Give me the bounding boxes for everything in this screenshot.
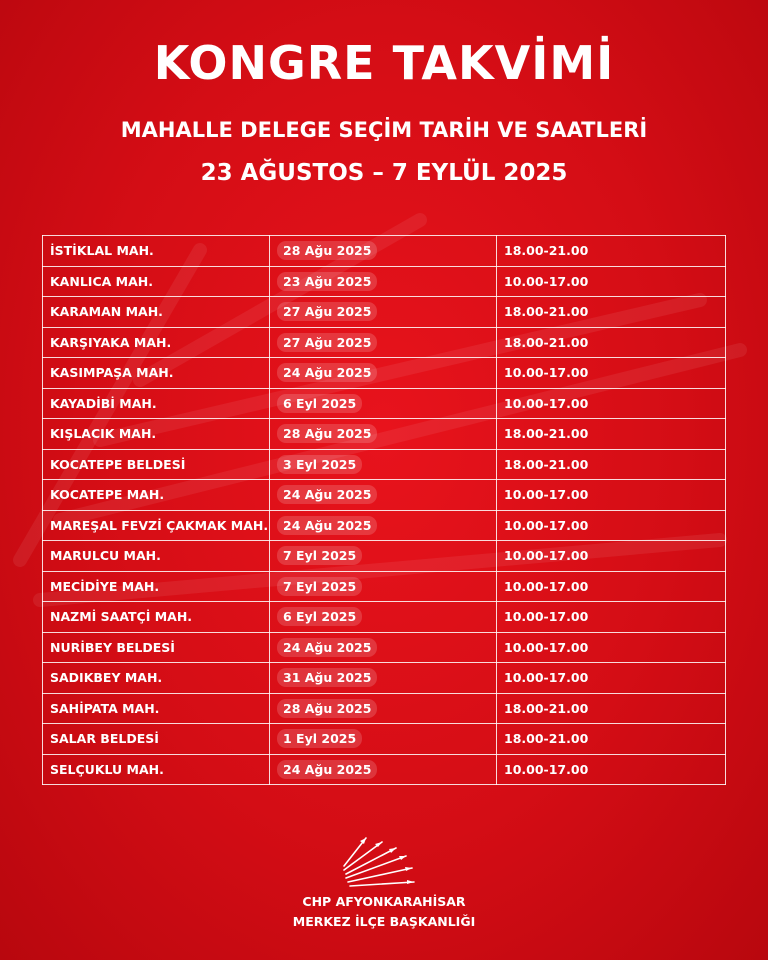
election-time: 18.00-21.00 <box>497 327 726 358</box>
election-time: 18.00-21.00 <box>497 236 726 267</box>
election-time: 10.00-17.00 <box>497 358 726 389</box>
election-time: 10.00-17.00 <box>497 388 726 419</box>
election-date-cell <box>270 663 497 694</box>
neighborhood-name: MECİDİYE MAH. <box>43 571 270 602</box>
election-time: 10.00-17.00 <box>497 480 726 511</box>
election-time: 18.00-21.00 <box>497 419 726 450</box>
neighborhood-name: KANLICA MAH. <box>43 266 270 297</box>
election-date: 6 Eyl 2025 <box>277 607 362 626</box>
table-row <box>43 571 726 602</box>
schedule-table <box>42 235 726 785</box>
election-date: 7 Eyl 2025 <box>277 546 362 565</box>
footer-organization: CHP AFYONKARAHİSAR <box>302 894 466 909</box>
election-date: 28 Ağu 2025 <box>277 424 377 443</box>
election-time: 10.00-17.00 <box>497 602 726 633</box>
election-time: 10.00-17.00 <box>497 510 726 541</box>
neighborhood-name: SAHİPATA MAH. <box>43 693 270 724</box>
election-time: 18.00-21.00 <box>497 449 726 480</box>
table-row <box>43 236 726 267</box>
table-row <box>43 693 726 724</box>
table-row <box>43 480 726 511</box>
neighborhood-name: KASIMPAŞA MAH. <box>43 358 270 389</box>
neighborhood-name: KOCATEPE MAH. <box>43 480 270 511</box>
election-date: 24 Ağu 2025 <box>277 638 377 657</box>
table-row <box>43 449 726 480</box>
election-date-cell <box>270 571 497 602</box>
table-row <box>43 388 726 419</box>
election-date-cell <box>270 266 497 297</box>
neighborhood-name: KARŞIYAKA MAH. <box>43 327 270 358</box>
date-range: 23 AĞUSTOS – 7 EYLÜL 2025 <box>200 160 568 186</box>
election-time: 10.00-17.00 <box>497 541 726 572</box>
election-date: 6 Eyl 2025 <box>277 394 362 413</box>
chp-six-arrows-icon <box>338 832 418 892</box>
neighborhood-name: İSTİKLAL MAH. <box>43 236 270 267</box>
neighborhood-name: SALAR BELDESİ <box>43 724 270 755</box>
election-date: 7 Eyl 2025 <box>277 577 362 596</box>
table-row <box>43 327 726 358</box>
election-date: 24 Ağu 2025 <box>277 363 377 382</box>
election-date-cell <box>270 754 497 785</box>
neighborhood-name: KARAMAN MAH. <box>43 297 270 328</box>
election-date-cell <box>270 632 497 663</box>
election-date: 24 Ağu 2025 <box>277 760 377 779</box>
neighborhood-name: KAYADİBİ MAH. <box>43 388 270 419</box>
neighborhood-name: SADIKBEY MAH. <box>43 663 270 694</box>
election-date: 28 Ağu 2025 <box>277 699 377 718</box>
election-date-cell <box>270 480 497 511</box>
election-date-cell <box>270 388 497 419</box>
table-row <box>43 358 726 389</box>
election-date: 27 Ağu 2025 <box>277 302 377 321</box>
table-row <box>43 541 726 572</box>
election-date: 23 Ağu 2025 <box>277 272 377 291</box>
table-row <box>43 297 726 328</box>
table-row <box>43 419 726 450</box>
election-time: 18.00-21.00 <box>497 693 726 724</box>
election-date: 31 Ağu 2025 <box>277 668 377 687</box>
election-date: 24 Ağu 2025 <box>277 516 377 535</box>
election-date: 27 Ağu 2025 <box>277 333 377 352</box>
election-time: 10.00-17.00 <box>497 632 726 663</box>
neighborhood-name: SELÇUKLU MAH. <box>43 754 270 785</box>
table-row <box>43 724 726 755</box>
election-date-cell <box>270 449 497 480</box>
page-title: KONGRE TAKVİMİ <box>153 36 615 90</box>
election-date-cell <box>270 693 497 724</box>
neighborhood-name: MARULCU MAH. <box>43 541 270 572</box>
table-row <box>43 602 726 633</box>
table-row <box>43 266 726 297</box>
neighborhood-name: NURİBEY BELDESİ <box>43 632 270 663</box>
election-time: 18.00-21.00 <box>497 724 726 755</box>
election-date-cell <box>270 602 497 633</box>
election-date-cell <box>270 541 497 572</box>
election-time: 10.00-17.00 <box>497 663 726 694</box>
table-row <box>43 632 726 663</box>
table-row <box>43 663 726 694</box>
table-row <box>43 510 726 541</box>
neighborhood-name: NAZMİ SAATÇİ MAH. <box>43 602 270 633</box>
election-date: 1 Eyl 2025 <box>277 729 362 748</box>
page-subtitle: MAHALLE DELEGE SEÇİM TARİH VE SAATLERİ <box>120 118 648 142</box>
election-date-cell <box>270 297 497 328</box>
election-date-cell <box>270 327 497 358</box>
table-row <box>43 754 726 785</box>
election-date-cell <box>270 358 497 389</box>
neighborhood-name: KIŞLACIK MAH. <box>43 419 270 450</box>
neighborhood-name: MAREŞAL FEVZİ ÇAKMAK MAH. <box>43 510 270 541</box>
neighborhood-name: KOCATEPE BELDESİ <box>43 449 270 480</box>
footer-office: MERKEZ İLÇE BAŞKANLIĞI <box>292 914 476 929</box>
election-date-cell <box>270 236 497 267</box>
election-date: 28 Ağu 2025 <box>277 241 377 260</box>
election-time: 10.00-17.00 <box>497 754 726 785</box>
election-date-cell <box>270 724 497 755</box>
election-time: 10.00-17.00 <box>497 571 726 602</box>
election-date-cell <box>270 419 497 450</box>
election-date: 24 Ağu 2025 <box>277 485 377 504</box>
election-time: 10.00-17.00 <box>497 266 726 297</box>
election-date-cell <box>270 510 497 541</box>
election-time: 18.00-21.00 <box>497 297 726 328</box>
election-date: 3 Eyl 2025 <box>277 455 362 474</box>
